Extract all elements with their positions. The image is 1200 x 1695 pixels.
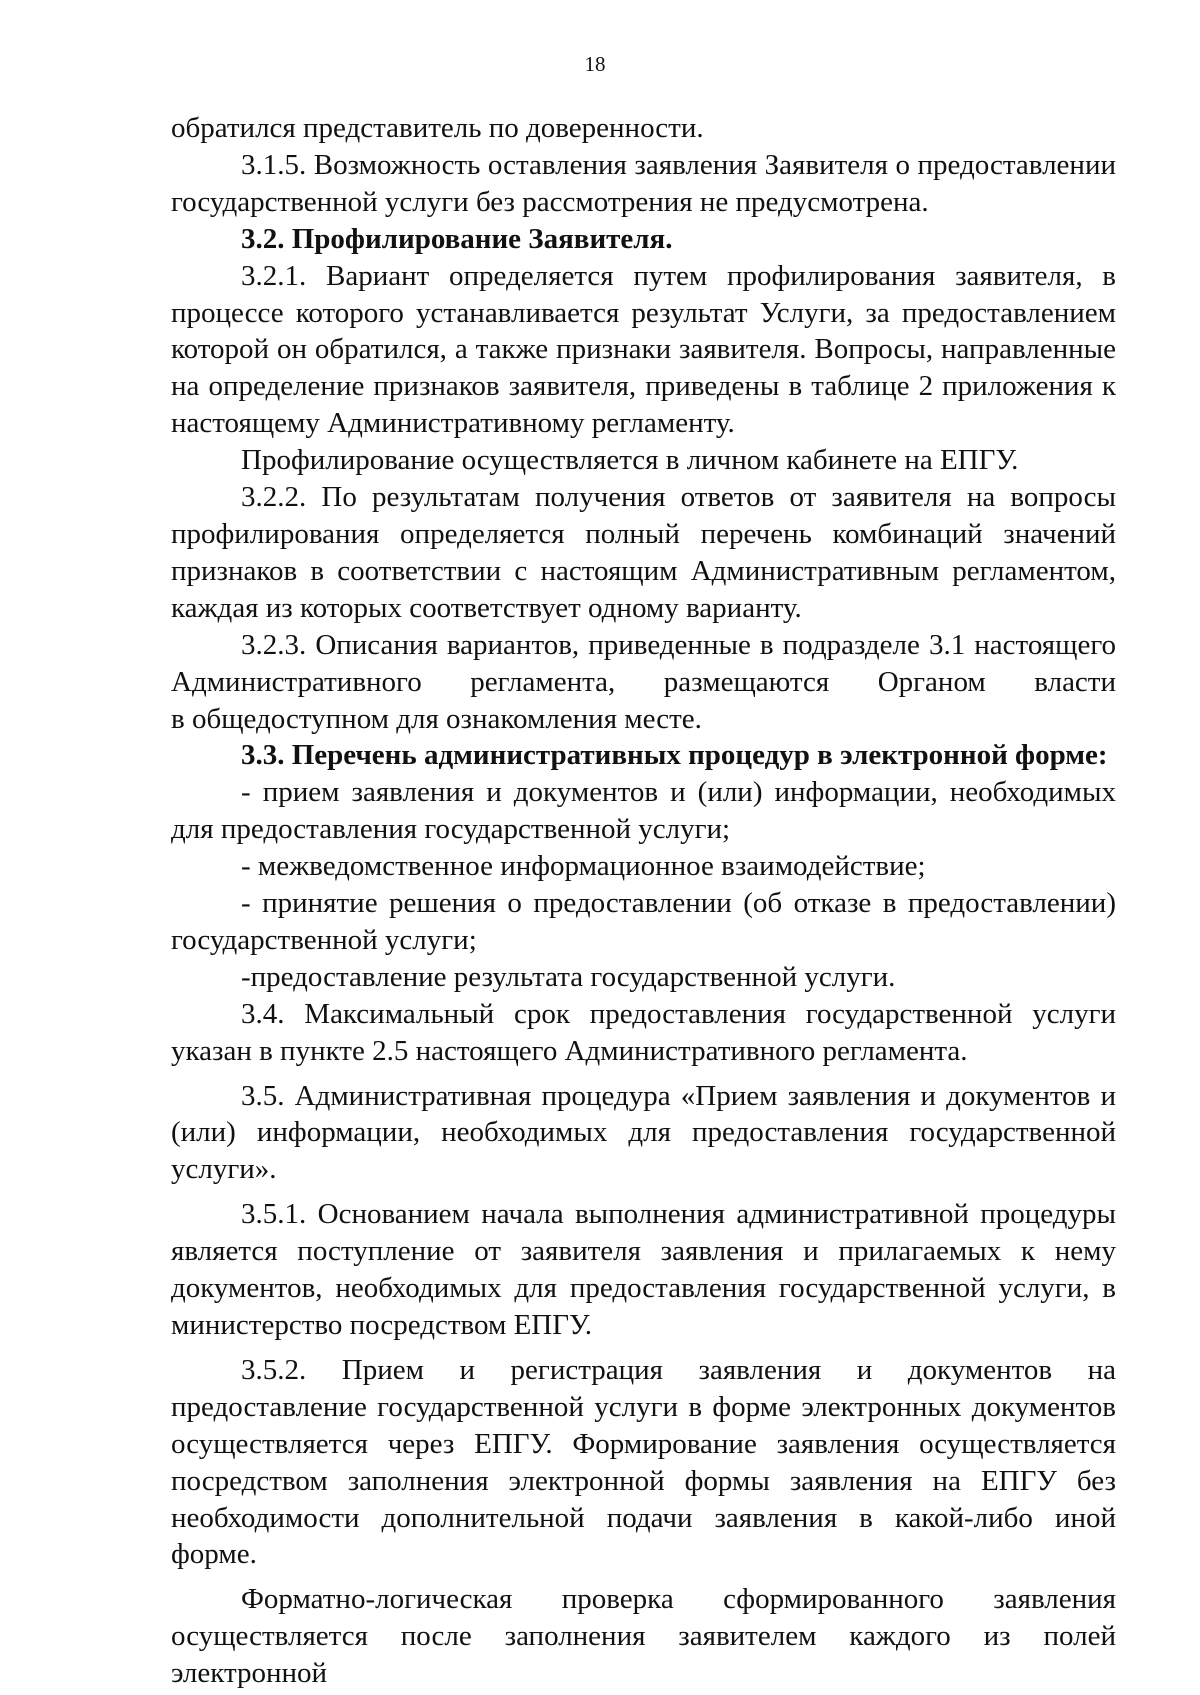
paragraph-3-2-3: 3.2.3. Описания вариантов, приведенные в подразделе 3.1 настоящего Административного регламента, размещаются Органом власти [171,628,1116,698]
paragraph-3-5-2: 3.5.2. Прием и регистрация заявления и документов на предоставление государственной услуги в форме электронных документов осуществляется через ЕПГУ. Формирование заявления осуществляется посредством заполнения электронной формы заявления на ЕПГУ без необходимости дополнительной подачи заявления в какой-либо иной форме. [171,1353,1116,1571]
list-item-decision: - принятие решения о предоставлении (об отказе в предоставлении) государственной услуги; [171,887,1116,956]
list-item-reception: - прием заявления и документов и (или) информации, необходимых для предоставления государственной услуги; [171,776,1116,846]
paragraph-3-1-5: 3.1.5. Возможность оставления заявления Заявителя о предоставлении государственной услуги без рассмотрения не предусмотрена. [171,148,1116,218]
paragraph-3-5: 3.5. Административная процедура «Прием заявления и документов и (или) информации, необходимых для предоставления государственной услуги». [171,1079,1116,1186]
paragraph-3-2-3-end: в общедоступном для ознакомления месте. [171,702,702,735]
paragraph-3-5-1: 3.5.1. Основанием начала выполнения административной процедуры является поступление от заявителя заявления и прилагаемых к нему документов, необходимых для предоставления государственной услуги, в министерство посредством ЕПГУ. [171,1198,1116,1341]
paragraph-profiling: Профилирование осуществляется в личном кабинете на ЕПГУ. [241,444,1019,477]
page-number: 18 [584,52,606,76]
paragraph-format-check: Форматно-логическая проверка сформированного заявления осуществляется после заполнения заявителем каждого из полей электронной [171,1583,1116,1690]
section-heading-3-3: 3.3. Перечень административных процедур в электронной форме: [241,739,1108,772]
paragraph-3-2-1: 3.2.1. Вариант определяется путем профилирования заявителя, в процессе которого устанавливается результат Услуги, за предоставлением которой он обратился, а также признаки заявителя. Вопросы, направленные на определение признаков заявителя, приведены в таблице 2 приложения к настоящему Административному регламенту. [171,259,1116,440]
list-item-interagency: - межведомственное информационное взаимодействие; [241,850,926,883]
section-heading-3-2: 3.2. Профилирование Заявителя. [241,222,673,255]
paragraph-3-4: 3.4. Максимальный срок предоставления государственной услуги указан в пункте 2.5 настоящего Административного регламента. [171,997,1116,1067]
list-item-result: -предоставление результата государственной услуги. [241,960,896,993]
paragraph-3-2-2: 3.2.2. По результатам получения ответов от заявителя на вопросы профилирования определяется полный перечень комбинаций значений признаков в соответствии с настоящим Административным регламентом, каждая из которых соответствует одному варианту. [171,481,1116,624]
paragraph-continuation: обратился представитель по доверенности. [171,112,704,144]
document-body [171,110,1116,1692]
